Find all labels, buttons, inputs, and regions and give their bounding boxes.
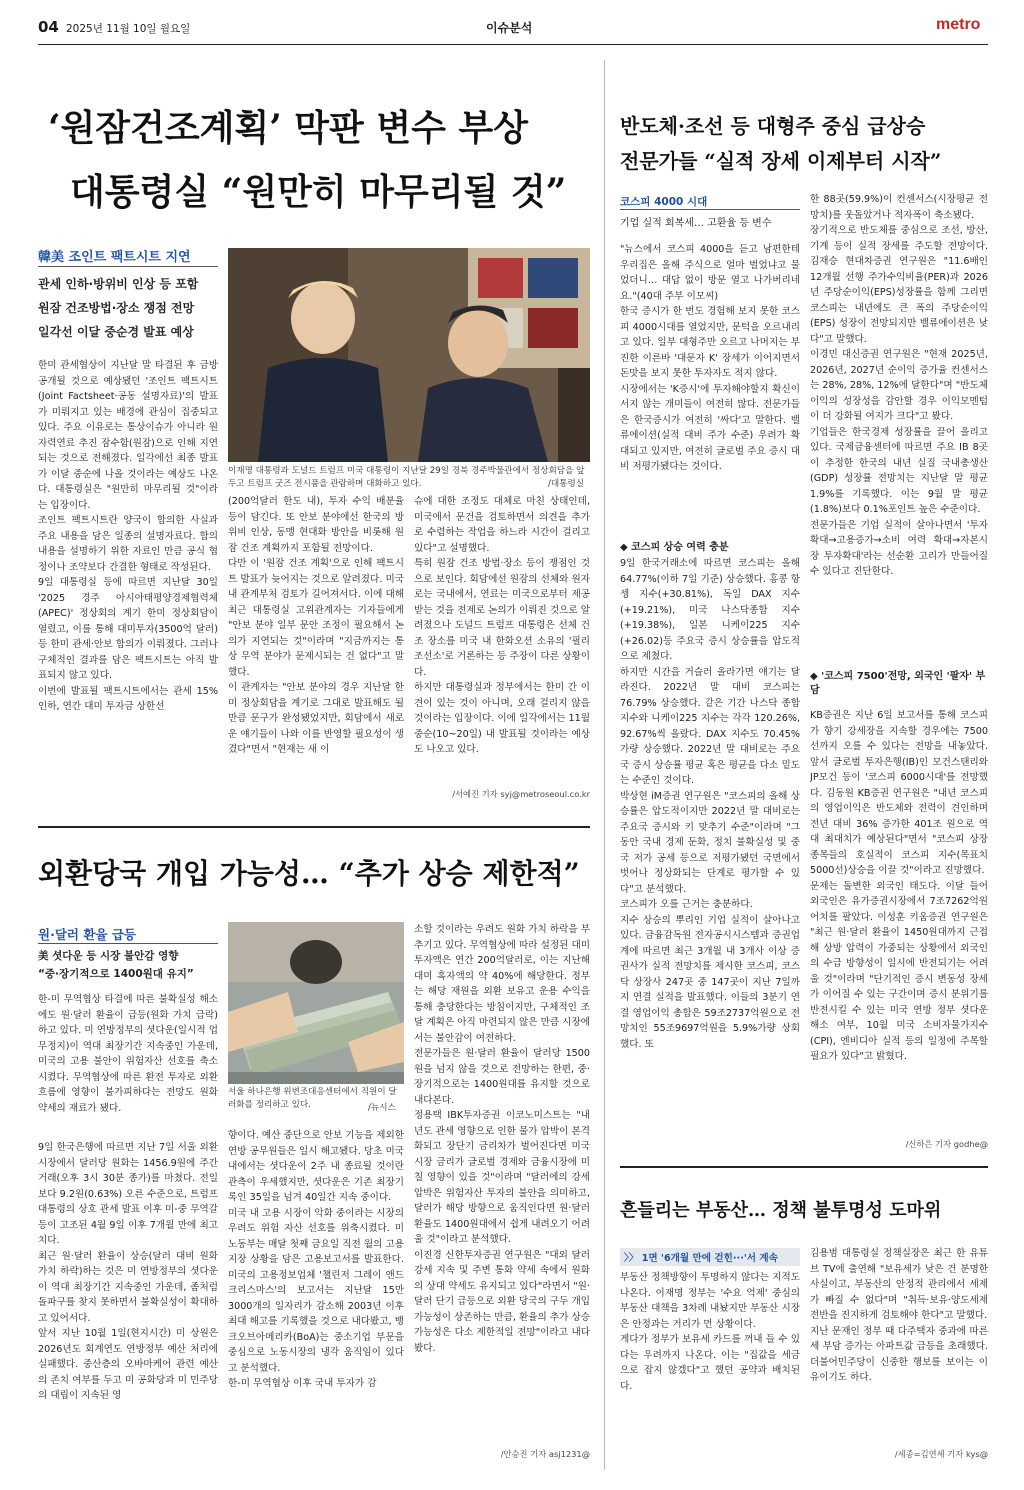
article2-kicker-rule [38,943,218,944]
article2-byline: /안승진 기자 asj1231@ [500,1449,590,1459]
article1-headline-2: 대통령실 “원만히 마무리될 것” [70,171,567,213]
article3-kicker: 코스피 4000 시대 [620,196,708,208]
article3-headline-2: 전문가들 “실적 장세 이제부터 시작” [620,149,942,173]
article4-byline: /세종=김연세 기자 kys@ [894,1449,988,1459]
article2-sub-1: 美 셧다운 등 시장 불안감 영향 [38,950,179,962]
article3-body-col2: 한 88곳(59.9%)이 컨센서스(시장평균 전망치)를 웃돌았거나 적자폭이 축소됐다. 장기적으로 반도체를 중심으로 조선, 방산, 기계 등이 실적 장세를 주도할 전망이다. 김재승 현대차증권 연구원은 "11.6배인 12개월 선행 주가수익비율(PER)과 2026년 주당순이익(EPS)성장률을 함께 그리면 코스피는 내년에도 큰 폭의 주당순이익(EPS) 성장이 전망되지만 밸류에이션은 낮다"고 말했다. 이경민 대신증권 연구원은 "현재 2025년, 2026년, 2027년 순이익 증가율 컨센서스는 28%, 28%, 12%에 달한다"며 "반도체 이익의 성장성을 감안할 경우 이익모멘텀이 더 강화될 여지가 크다"고 봤다. 기업들은 한국경제 성장률을 끌어 올리고 있다. 국제금융센터에 따르면 주요 IB 8곳이 추정한 한국의 내년 실질 국내총생산(GDP) 성장률 전망치는 지난달 말 평균 1.9%를 기록했다. 이는 9월 말 평균(1.8%)보다 0.1%포인트 높은 수준이다. 전문가들은 기업 실적이 살아나면서 '투자 확대→고용증가→소비 여력 확대→자본시장 투자확대'라는 선순환 고리가 만들어질 수 있다고 진단한다. [810,194,988,577]
article1-body-col1: 한미 관세협상이 지난달 말 타결된 후 금방 공개될 것으로 예상됐던 '조인트 팩트시트(Joint Factsheet·공동 설명자료)'의 발표가 미뤄지고 있는 배경에 관심이 집중되고 있다. 주요 이유로는 통상이슈가 아니라 원자력연료 추진 잠수함(원잠)으로 인해 지연되는 것으로 전해졌다. 일각에선 최종 발표가 이달 중순에 나올 것이라는 예상도 나온다. 대통령실은 "원만히 마무리될 것"이라는 입장이다. 조인트 팩트시트란 양국이 합의한 사실과 주요 내용을 담은 일종의 설명자료다. 합의 내용을 설명하기 위한 자료인 만큼 공식 협정이나 조약보다 간결한 형태로 작성된다. 9일 대통령실 등에 따르면 지난달 30일 '2025 경주 아시아태평양경제협력체(APEC)' 정상회의 계기 한미 정상회담이 열렸고, 이를 통해 대미투자(3500억 달러) 등 한미 관세·안보 합의가 이뤄졌다. 그러나 구체적인 결과를 담은 팩트시트는 아직 발표되지 않고 있다. 이번에 발표될 팩트시트에서는 관세 15% 인하, 연간 대미 투자금 상한선 [38,360,218,712]
dollar-photo-caption: 서울 하나은행 위변조대응센터에서 직원이 달러화를 정리하고 있다. [228,1087,397,1110]
article2-body-col1b: 9일 한국은행에 따르면 지난 7일 서울 외환시장에서 달러당 원화는 1456.9원에 주간 거래(오후 3시 30분 종가)를 마쳤다. 전일보다 9.2원(0.63%) 오른 수준으로, 트럼프 대통령의 상호 관세 발표 이후 미-중 무역갈등이 고조된 4월 9일 이후 7개월 만에 최고치다. 최근 원·달러 환율이 상승(달러 대비 원화 가치 하락)하는 것은 미 연방정부의 셧다운이 역대 최장기간 지속중인 가운데, 좀처럼 돌파구를 찾지 못하면서 불확실성이 확대하고 있어서다. 앞서 지난 10월 1일(현지시간) 미 상원은 2026년도 회계연도 연방정부 예산 처리에 실패했다. 중산층의 오바마케어 관련 예산의 존치 여부를 두고 미 공화당과 미 민주당의 대립이 지속된 영 [38,1142,218,1401]
article2-body-col3: 소할 것이라는 우려도 원화 가치 하락을 부추기고 있다. 무역협상에 따라 설정된 대미 투자액은 연간 200억달러로, 이는 지난해 대미 흑자액의 약 40%에 해당한다. 정부는 해당 재원을 외환 보유고 운용 수익을 통해 충당한다는 방침이지만, 구체적인 조달 계획은 아직 마련되지 않은 만큼 시장에서는 불안감이 여전하다. 전문가들은 원·달러 환율이 달러당 1500원을 넘지 않을 것으로 전망하는 한편, 중·장기적으로는 1400원대를 유지할 것으로 내다본다. 정용택 IBK투자증권 이코노미스트는 "내년도 관세 영향으로 인한 물가 압박이 본격화되고 장단기 금리차가 벌어진다면 미국 시장 금리가 글로벌 경제와 금융시장에 미칠 영향이 있을 것"이라며 "달러에의 강세 압박은 위험자산 투자의 불안을 의미하고, 달러가 해당 방향으로 움직인다면 원·달러 환율도 1400원대에서 쉽게 내려오기 어려울 것"이라고 분석했다. 이진경 신한투자증권 연구원은 "대외 달러 강세 지속 및 주변 통화 약세 속에서 원화의 상대 약세도 유지되고 있다"라면서 "원·달러 단기 급등으로 외환 당국의 구두 개입 가능성이 상존하는 만큼, 환율의 추가 상승 가능성은 다소 제한적일 전망"이라고 내다봤다. [414,924,590,1354]
article3-body-col2b: KB증권은 지난 6일 보고서를 통해 코스피가 향기 강세장을 지속할 경우에는 7500선까지 오를 수 있다는 전망을 내놓았다. 앞서 글로벌 투자은행(IB)인 모건스탠리와 JP모건 등이 '코스피 6000시대'를 전망했다. 김동원 KB증권 연구원은 "내년 코스피의 영업이익은 반도체와 전력이 견인하며 전년 대비 36% 증가한 401조 원으로 역대 최대치가 예상된다"면서 "코스피 상장 종목들의 호실적이 코스피 지수(목표치 5000선)상승을 이끌 것"이라고 진망했다. 문제는 돌변한 외국인 태도다. 이달 들어 외국인은 유가증권시장에서 7조7262억원어치를 팔았다. 이성훈 키움증권 연구원은 "최근 원·달러 환율이 1450원대까지 근접해 상방 압력이 가중되는 상황에서 외국인의 수급 방향성이 일시에 반전되기는 어려울 것"이라며 "단기적인 증시 변동성 장세가 이어질 수 있는 구간이며 증시 분위기를 반전시킬 수 있는 미국 연방 정부 셧다운 해소 여부, 10월 미국 소비자물가지수(CPI), 엔비디아 실적 등의 일정에 주목할 필요가 있다"고 밝혔다. [810,710,988,1062]
article2-sub-2: “중·장기적으로 1400원대 유지” [38,968,194,980]
article1-kicker-rule [38,266,218,267]
article1-kicker: 韓美 조인트 팩트시트 지연 [38,250,191,265]
article2-body-col2b: 향이다. 예산 중단으로 안보 기능을 제외한 연방 공무원들은 일시 해고됐다. 당초 미국 내에서는 셧다운이 2주 내 종료될 것이란 관측이 우세했지만, 셧다운은 기존 최장기록인 35일을 넘겨 40일간 지속 중이다. 미국 내 고용 시장이 악화 중이라는 시장의 우려도 위험 자산 선호를 위축시켰다. 미 노동부는 매달 첫째 금요일 직전 월의 고용지장 상황을 담은 고용보고서를 발표한다. 미국의 고용정보업체 '챌린저 그레이 앤드 크리스마스'의 보고서는 지난달 15만3000개의 일자리가 감소해 2003년 이후 최대 해고를 기록했을 것으로 내다봤고, 뱅크오브아메리카(BoA)는 중소기업 부문을 중심으로 노동시장의 냉각 움직임이 있다고 분석했다. 한-미 무역협상 이후 국내 투자가 감 [228,1130,404,1389]
article1-headline-1: ‘원잠건조계획’ 막판 변수 부상 [48,107,528,149]
issue-date: 2025년 11월 10일 월요일 [66,23,191,35]
article1-sub-2: 원잠 건조방법·장소 쟁점 전망 [38,301,195,315]
header-rule [38,44,988,45]
article3-body-col1b: 9일 한국거래소에 따르면 코스피는 올해 64.77%(이하 7일 기준) 상승했다. 홍콩 항셍 지수(+30.81%), 독일 DAX 지수(+19.21%), 미국 나스닥종합 지수(+19.38%), 일본 니케이225 지수(+26.02)등 주요국 증시 상승률을 압도적으로 제쳤다. 하지만 시간을 거슬러 올라가면 얘기는 달라진다. 2022년 말 대비 코스피는 76.79% 상승했다. 같은 기간 나스닥 종합 지수와 니케이225 지수는 각각 120.26%, 92.67%씩 올랐다. DAX 지수도 70.45% 가량 상승했다. 2022년 말 대비로는 주요국 증시 상승률 평균 혹은 평균을 다소 밑도는 수준인 것이다. 박상현 iM증권 연구원은 "코스피의 올해 상승률은 압도적이지만 2022년 말 대비로는 주요국 증시와 키 맞추기 수준"이라며 "그동안 국내 경제 둔화, 정치 불확실성 및 중국 저가 공세 등으로 저평가됐던 국면에서 벗어나 정상화되는 단계로 평가할 수 있다"고 분석했다. 코스피가 오를 근거는 충분하다. 지수 상승의 뿌리인 기업 실적이 살아나고 있다. 금융감독원 전자공시시스템과 증권업계에 따르면 최근 3개월 내 3개사 이상 증권사가 실적 전망치를 제시한 코스피, 코스닥 상장사 247곳 중 147곳이 지난 7일까지 연결 실적을 발표했다. 이들의 3분기 연결 영업이익 총합은 59조2737억원으로 전망치인 55조9697억원을 5.9%가량 상회했다. 또 [620,558,800,1050]
article3-subhead-2: ◆ '코스피 7500'전망, 외국인 '팔자' 부담 [810,671,986,696]
dollar-photo-credit: /뉴시스 [368,1103,396,1113]
article4-body-col2: 김용범 대통령실 정책실장은 최근 한 유튜브 TV에 출연해 "보유세가 낮은 건 분명한 사실이고, 부동산의 안정적 관리에서 세제가 빠질 수 없다"며 "취득·보유·양도세제 전반을 진지하게 검토해야 한다"고 말했다. 지난 문재인 정부 때 다주택자 중과에 따른 세 부담 증가는 아파트값 급등을 초래했다. 더불어민주당이 신중한 행보를 보이는 이유이기도 하다. [810,1248,988,1383]
metro-logo: metro [936,16,981,33]
article4-continuation-text: 〉〉 1면 '6개월 만에 걷힌···'서 계속 [624,1253,778,1264]
article1-sub-1: 관세 인하·방위비 인상 등 포함 [38,277,199,291]
article3-bottom-rule [620,1166,988,1168]
article4-continuation-tag [620,1248,800,1266]
article3-body-col1: "뉴스에서 코스피 4000을 듣고 남편한테 우리집은 올해 주식으로 얼마 벌었냐고 물었더니… 대답 없이 방문 열고 나가버리네요."(40대 주부 이모씨) 한국 증시가 한 번도 경험해 보지 못한 코스피 4000시대를 열었지만, 문턱을 오르내리고 있다. 일부 대형주만 오르고 나머지는 부진한 이른바 '대문자 K' 장세가 이어지면서 돈맛을 보지 못한 투자자도 적지 않다. 시장에서는 'K증시'에 투자해야할지 확신이 서지 않는 개미들이 여전히 많다. 전문가들은 한국증시가 여전히 '싸다'고 말한다. 밸류에이션(실적 대비 주가 수준) 우려가 확대되고 있지만, 여전히 글로벌 주요 증시 대비 저평가됐다는 것이다. [620,244,800,472]
summit-photo-illustration [228,248,590,462]
article1-body-col2: (200억달러 한도 내), 투자 수익 배분율 등이 담긴다. 또 안보 분야에선 한국의 방위비 인상, 동맹 현대화 방안을 비롯해 원잠 건조 계획까지 포함될 전망이다. 다만 이 '원잠 건조 계획'으로 인해 팩트시트 발표가 늦어지는 것으로 알려졌다. 미국 내 관계부처 검토가 길어져서다. 이에 대해 최근 대통령실 고위관계자는 기자들에게 "안보 분야 일부 문안 조정이 필요해서 논의가 지연되는 것"이라며 "지금까지는 통상 무역 분야가 문제시되는 건 없다"고 말했다. 이 관계자는 "안보 분야의 경우 지난달 한미 정상회담을 계기로 그대로 발표해도 될 만큼 문구가 완성됐었지만, 회담에서 새로운 얘기들이 나와 이를 반영할 필요성이 생겼다"면서 "현재는 새 이 [228,496,404,755]
article2-headline: 외환당국 개입 가능성… “추가 상승 제한적” [38,857,580,890]
article1-byline: /서예진 기자 syj@metroseoul.co.kr [452,789,590,799]
article4-body-col1: 부동산 정책방향이 투명하지 않다는 지적도 나온다. 이재명 정부는 '수요 억제' 중심의 부동산 대책을 3차례 내놨지만 부동산 시장은 안정과는 거리가 먼 상황이다. 게다가 정부가 보유세 카드를 꺼내 들 수 있다는 우려까지 나온다. 이는 "집값을 세금으로 잡지 않겠다"고 했던 공약과 배치된다. [620,1272,800,1392]
page-header [38,14,988,44]
summit-photo-caption: 이재명 대통령과 도널드 트럼프 미국 대통령이 지난달 29일 경북 경주박물관에서 정상회담을 앞두고 트럼프 굿즈 전시품을 관람하며 대화하고 있다. [228,466,585,489]
section-name: 이슈분석 [486,21,533,35]
article1-body-col3: 슈에 대한 조정도 대체로 마친 상태인데, 미국에서 문건을 검토하면서 의견을 추가로 수렴하는 작업을 하느라 시간이 걸리고 있다"고 설명했다. 특히 원잠 건조 방법·장소 등이 쟁점인 것으로 보인다. 회담에선 원잠의 선체와 원자로는 국내에서, 연료는 미국으로부터 제공받는 것을 전제로 논의가 이뤄진 것으로 알려졌으나 도널드 트럼프 대통령은 선체 건조 장소를 미국 내 한화오션 소유의 '필리조선소'로 거론하는 등 주장이 다른 상황이다. 하지만 대통령실과 정부에서는 한미 간 이견이 있는 것이 아니며, 오래 걸리지 않을 것이라는 입장이다. 이에 일각에서는 11월 중순(10~20일) 내 발표될 것이라는 예상도 나오고 있다. [414,496,590,755]
article1-bottom-rule [38,826,590,828]
page-number: 04 [38,18,59,36]
dollar-photo-illustration [228,922,404,1084]
summit-photo-credit: /대통령실 [548,479,585,489]
article3-subhead-1: ◆ 코스피 상승 여력 충분 [620,542,729,553]
article3-kicker-rule [620,209,800,210]
article2-body-col1a: 한-미 무역협상 타결에 따른 불확실성 해소에도 원·달러 환율이 급등(원화 가치 급락)하고 있다. 미 연방정부의 셧다운(일시적 업무정지)이 역대 최장기간 지속중인 가운데, 미국의 고용 불안이 위험자산 선호를 축소시켰다. 무역협상에 따른 환전 투자로 외환 흐름에 영향이 불가피하다는 전망도 원화 약세의 재료가 됐다. [38,994,218,1114]
article2-kicker: 원·달러 환율 급등 [38,927,136,942]
column-separator [604,60,605,1470]
article3-byline: /신하은 기자 godhe@ [905,1139,988,1149]
article3-headline-1: 반도체·조선 등 대형주 중심 급상승 [620,114,926,138]
dollar-photo [228,922,404,1084]
summit-photo [228,248,590,462]
article3-sub: 기업 실적 회복세… 고환율 등 변수 [620,218,772,229]
article4-headline: 흔들리는 부동산… 정책 불투명성 도마위 [620,1200,942,1221]
article1-sub-3: 일각선 이달 중순경 발표 예상 [38,325,194,339]
